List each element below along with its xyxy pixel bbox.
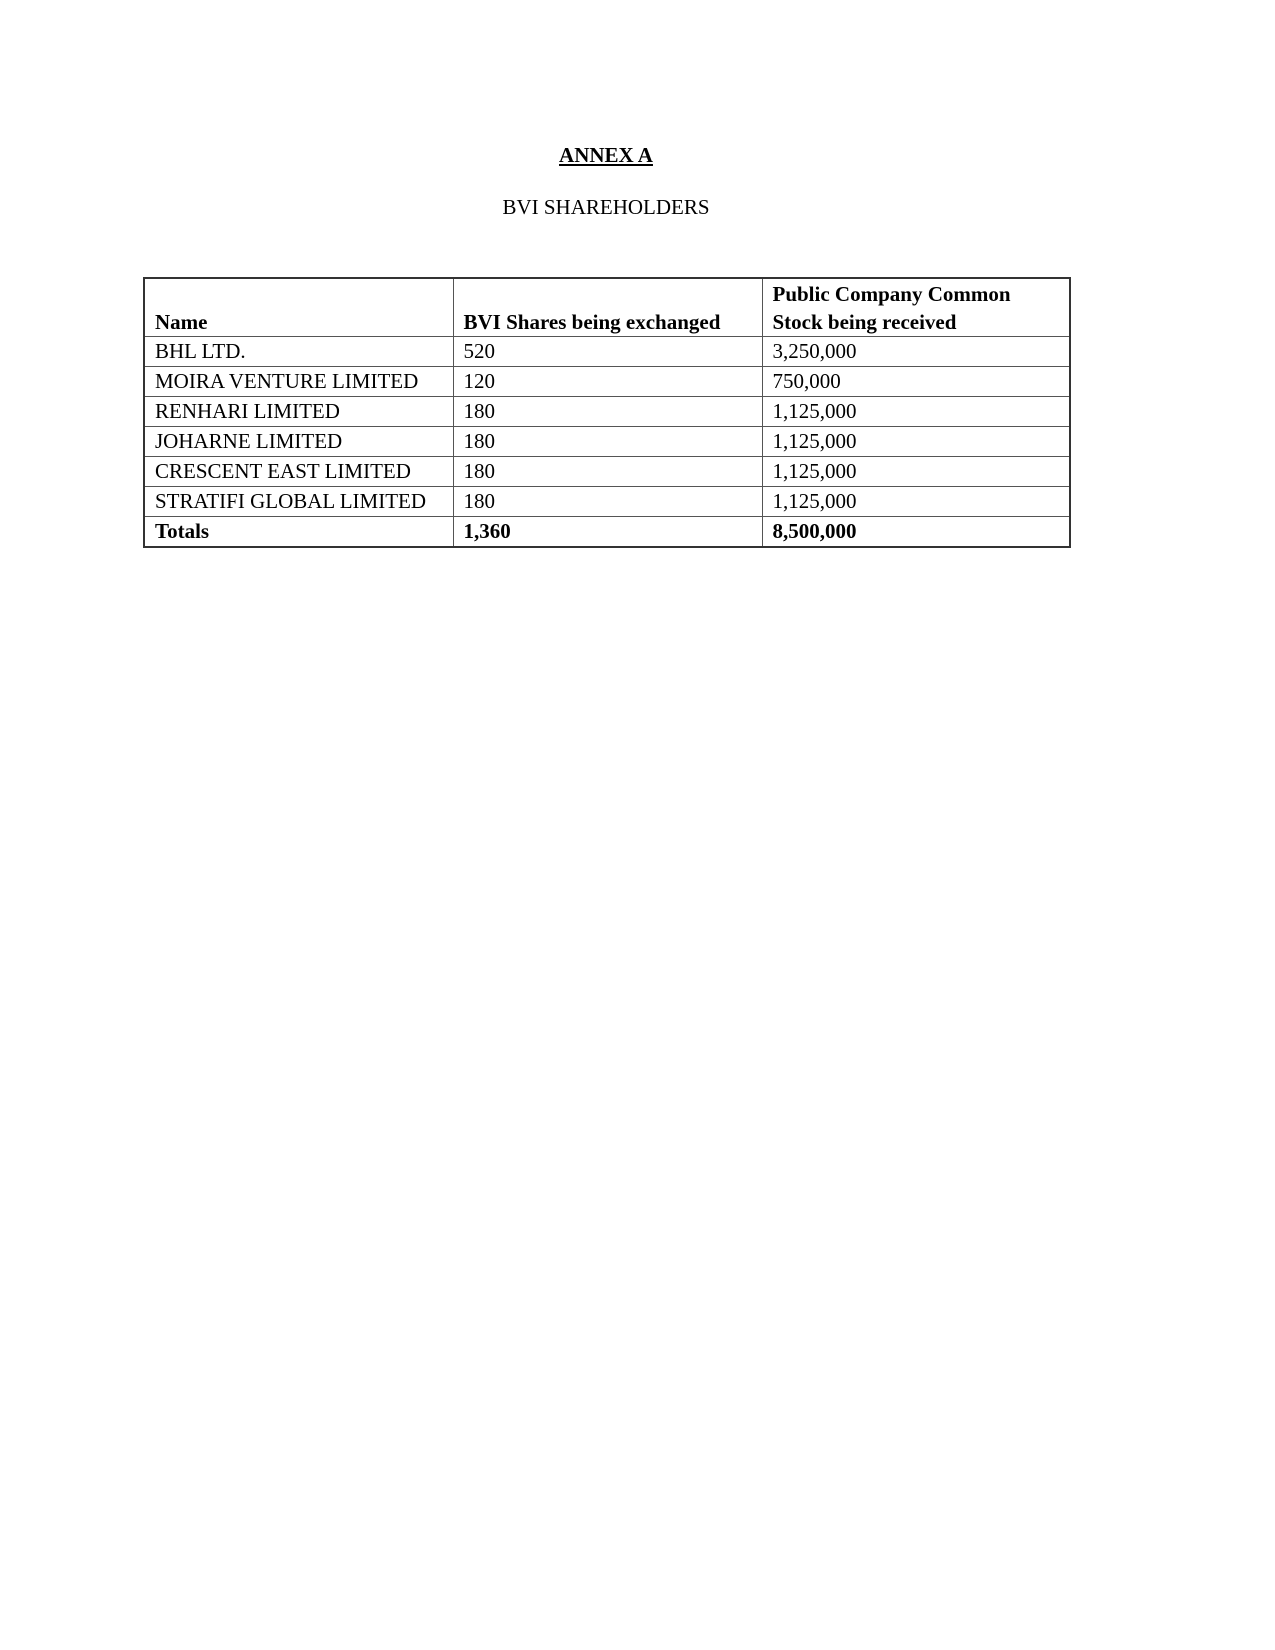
cell-name: CRESCENT EAST LIMITED <box>144 457 453 487</box>
totals-bvi-shares: 1,360 <box>453 517 762 548</box>
cell-bvi-shares: 180 <box>453 457 762 487</box>
cell-bvi-shares: 120 <box>453 367 762 397</box>
table-row <box>144 427 1070 457</box>
cell-bvi-shares: 180 <box>453 487 762 517</box>
cell-common-stock: 750,000 <box>762 367 1070 397</box>
cell-common-stock: 3,250,000 <box>762 337 1070 367</box>
cell-bvi-shares: 180 <box>453 427 762 457</box>
cell-common-stock: 1,125,000 <box>762 397 1070 427</box>
table-row <box>144 457 1070 487</box>
section-subtitle: BVI SHAREHOLDERS <box>502 195 710 219</box>
cell-common-stock: 1,125,000 <box>762 487 1070 517</box>
cell-name: RENHARI LIMITED <box>144 397 453 427</box>
cell-common-stock: 1,125,000 <box>762 457 1070 487</box>
totals-row <box>144 517 1070 548</box>
table-row <box>144 397 1070 427</box>
totals-common-stock: 8,500,000 <box>762 517 1070 548</box>
annex-title: ANNEX A <box>559 143 653 167</box>
totals-label: Totals <box>144 517 453 548</box>
header-bvi-shares: BVI Shares being exchanged <box>453 278 762 337</box>
header-name: Name <box>144 278 453 337</box>
table-row <box>144 367 1070 397</box>
cell-bvi-shares: 180 <box>453 397 762 427</box>
cell-name: JOHARNE LIMITED <box>144 427 453 457</box>
cell-name: STRATIFI GLOBAL LIMITED <box>144 487 453 517</box>
cell-common-stock: 1,125,000 <box>762 427 1070 457</box>
cell-name: BHL LTD. <box>144 337 453 367</box>
shareholders-table <box>143 277 1071 548</box>
table-row <box>144 337 1070 367</box>
table-header-row <box>144 278 1070 337</box>
header-common-stock: Public Company Common Stock being received <box>762 278 1070 337</box>
cell-name: MOIRA VENTURE LIMITED <box>144 367 453 397</box>
cell-bvi-shares: 520 <box>453 337 762 367</box>
table-row <box>144 487 1070 517</box>
